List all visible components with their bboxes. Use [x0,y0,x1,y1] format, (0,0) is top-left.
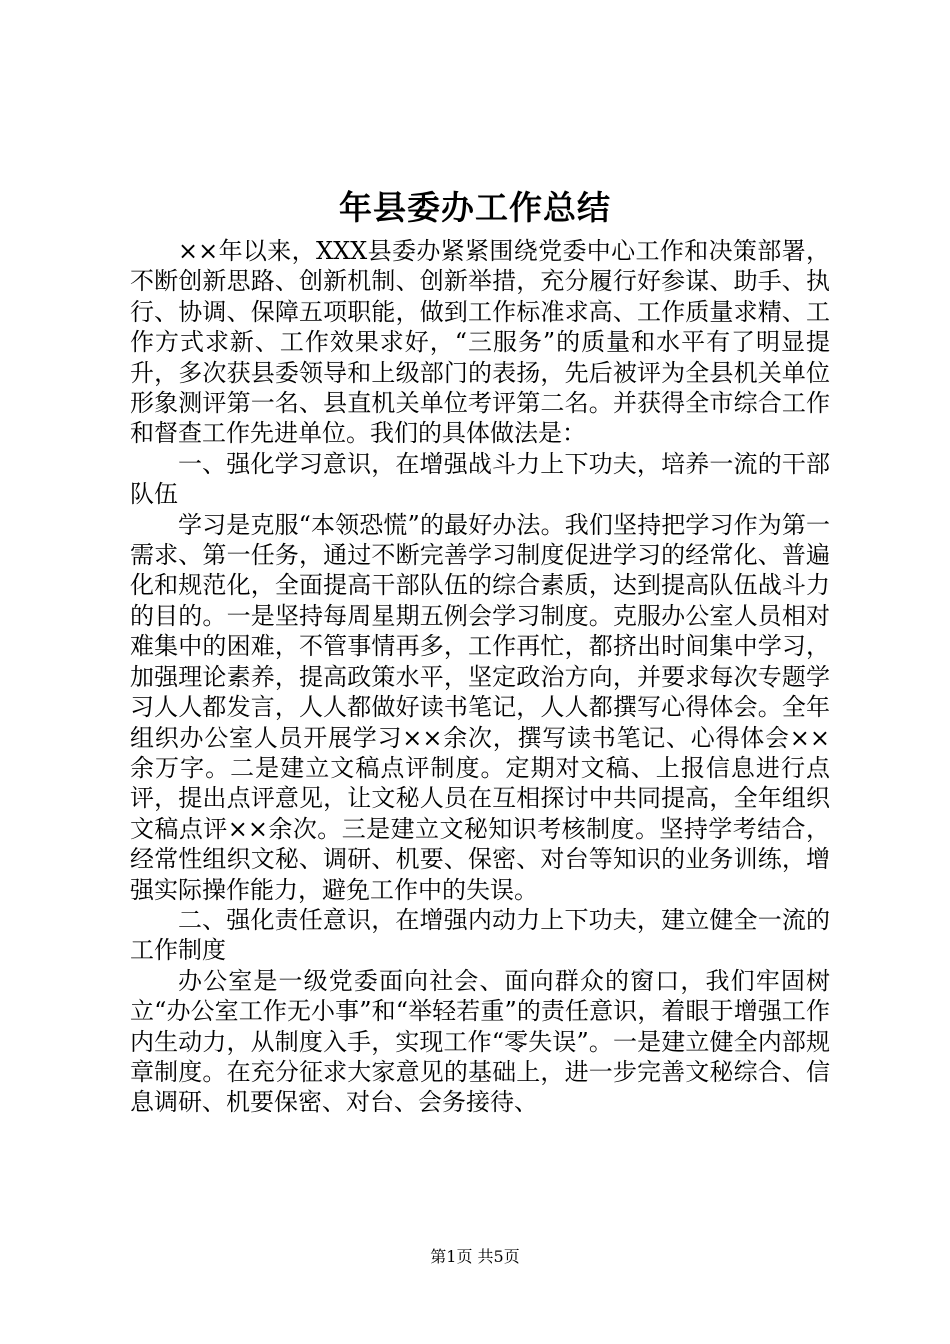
section-heading-2: 二、强化责任意识，在增强内动力上下功夫，建立健全一流的工作制度 [130,905,830,965]
page-footer: 第1页 共5页 [430,1247,520,1266]
paragraph-section-2: 办公室是一级党委面向社会、面向群众的窗口，我们牢固树立“办公室工作无小事”和“举轻若重”的责任意识，着眼于增强工作内生动力，从制度入手，实现工作“零失误”。一是建立健全内部规章制度。在充分征求大家意见的基础上，进一步完善文秘综合、信息调研、机要保密、对台、会务接待、 [130,966,830,1117]
paragraph-intro: ××年以来，XXX县委办紧紧围绕党委中心工作和决策部署，不断创新思路、创新机制、创新举措，充分履行好参谋、助手、执行、协调、保障五项职能，做到工作标准求高、工作质量求精、工作方式求新、工作效果求好，“三服务”的质量和水平有了明显提升，多次获县委领导和上级部门的表扬，先后被评为全县机关单位形象测评第一名、县直机关单位考评第二名。并获得全市综合工作和督查工作先进单位。我们的具体做法是： [130,237,830,448]
section-heading-1: 一、强化学习意识，在增强战斗力上下功夫，培养一流的干部队伍 [130,449,830,509]
document-title: 年县委办工作总结 [339,188,611,227]
document-body [130,236,830,1118]
paragraph-section-1: 学习是克服“本领恐慌”的最好办法。我们坚持把学习作为第一需求、第一任务，通过不断完善学习制度促进学习的经常化、普遍化和规范化，全面提高干部队伍的综合素质，达到提高队伍战斗力的目的。一是坚持每周星期五例会学习制度。克服办公室人员相对难集中的困难，不管事情再多，工作再忙，都挤出时间集中学习，加强理论素养，提高政策水平，坚定政治方向，并要求每次专题学习人人都发言，人人都做好读书笔记，人人都撰写心得体会。全年组织办公室人员开展学习××余次，撰写读书笔记、心得体会××余万字。二是建立文稿点评制度。定期对文稿、上报信息进行点评，提出点评意见，让文秘人员在互相探讨中共同提高，全年组织文稿点评××余次。三是建立文秘知识考核制度。坚持学考结合，经常性组织文秘、调研、机要、保密、对台等知识的业务训练，增强实际操作能力，避免工作中的失误。 [130,510,830,904]
